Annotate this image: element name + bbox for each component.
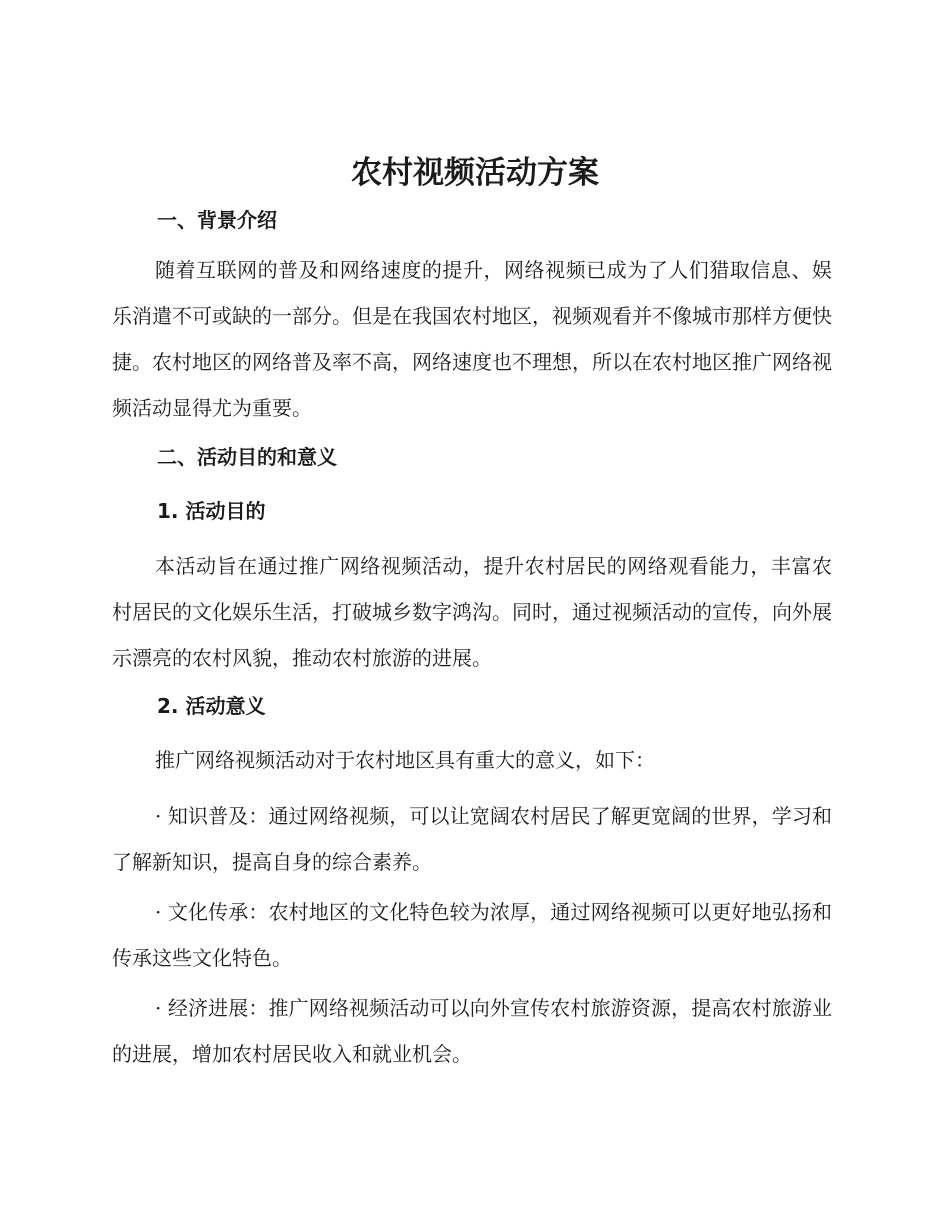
purpose-paragraph: 本活动旨在通过推广网络视频活动，提升农村居民的网络观看能力，丰富农村居民的文化娱乐生活，打破城乡数字鸿沟。同时，通过视频活动的宣传，向外展示漂亮的农村风貌，推动农村旅游的进展。 bbox=[112, 554, 832, 670]
section-heading-purpose-significance: 二、活动目的和意义 bbox=[157, 445, 337, 469]
bullet-knowledge: · 知识普及：通过网络视频，可以让宽阔农村居民了解更宽阔的世界，学习和了解新知识，提高自身的综合素养。 bbox=[112, 804, 832, 874]
bullet-culture: · 文化传承：农村地区的文化特色较为浓厚，通过网络视频可以更好地弘扬和传承这些文化特色。 bbox=[112, 900, 832, 970]
subheading-purpose: 1. 活动目的 bbox=[157, 499, 266, 523]
section-heading-background: 一、背景介绍 bbox=[157, 208, 277, 232]
document-title: 农村视频活动方案 bbox=[351, 155, 599, 191]
subheading-significance: 2. 活动意义 bbox=[157, 694, 266, 718]
significance-intro: 推广网络视频活动对于农村地区具有重大的意义，如下： bbox=[155, 748, 655, 772]
bullet-economy: · 经济进展：推广网络视频活动可以向外宣传农村旅游资源，提高农村旅游业的进展，增加农村居民收入和就业机会。 bbox=[112, 996, 832, 1066]
background-paragraph: 随着互联网的普及和网络速度的提升，网络视频已成为了人们猎取信息、娱乐消遣不可或缺的一部分。但是在我国农村地区，视频观看并不像城市那样方便快捷。农村地区的网络普及率不高，网络速度也不理想，所以在农村地区推广网络视频活动显得尤为重要。 bbox=[112, 258, 832, 420]
